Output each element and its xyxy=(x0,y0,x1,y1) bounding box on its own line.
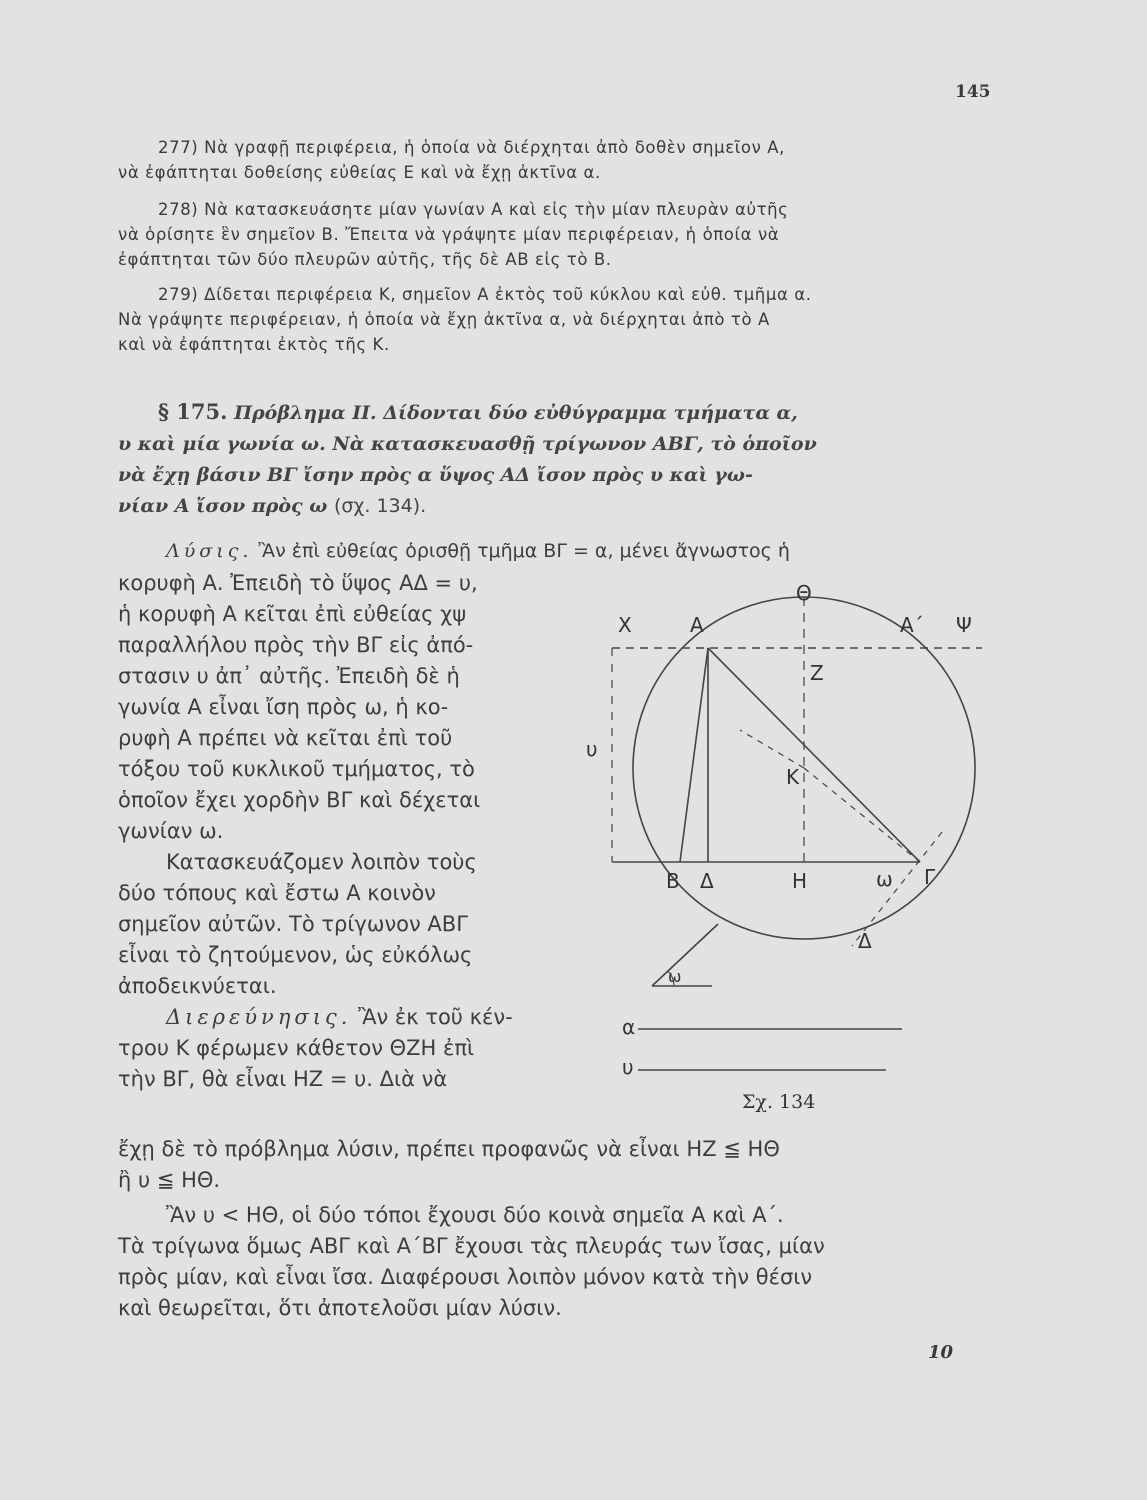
page-number: 145 xyxy=(955,82,991,102)
label-alpha: α xyxy=(622,1015,636,1039)
discussion-line: Ἂν υ < ΗΘ, οἱ δύο τόποι ἔχουσι δύο κοινὰ σημεῖα Α καὶ Α΄. xyxy=(166,1203,784,1227)
solution-line: δύο τόπους καὶ ἔστω Α κοινὸν xyxy=(118,881,436,905)
label-upsilon-seg: υ xyxy=(622,1055,634,1079)
solution-line: ἀποδεικνύεται. xyxy=(118,974,277,998)
figure-reference: (σχ. 134). xyxy=(333,495,427,517)
exercise-line: ἐφάπτηται τῶν δύο πλευρῶν αὐτῆς, τῆς δὲ ΑΒ εἰς τὸ Β. xyxy=(118,250,612,269)
figure-caption: Σχ. 134 xyxy=(742,1091,816,1113)
label-B: Β xyxy=(666,869,680,893)
solution-line: σημεῖον αὐτῶν. Τὸ τρίγωνον ΑΒΓ xyxy=(118,912,468,936)
problem-line: νίαν Α ἴσον πρὸς ω xyxy=(118,495,328,517)
label-Gamma: Γ xyxy=(924,865,936,889)
label-Z: Ζ xyxy=(810,661,824,685)
label-psi: Ψ xyxy=(956,613,972,637)
problem-line: Πρόβλημα ΙΙ. Δίδονται δύο εὐθύγραμμα τμήματα α, xyxy=(234,402,798,424)
solution-line: στασιν υ ἀπ᾽ αὐτῆς. Ἐπειδὴ δὲ ἡ xyxy=(118,664,460,688)
section-number: § 175. xyxy=(158,399,228,424)
label-A: Α xyxy=(690,613,704,637)
exercise-line: 279) Δίδεται περιφέρεια Κ, σημεῖον Α ἐκτὸς τοῦ κύκλου καὶ εὐθ. τμῆμα α. xyxy=(158,285,812,304)
label-Delta2: Δ xyxy=(858,929,872,953)
label-H: Η xyxy=(792,869,808,893)
label-A-prime: Α΄ xyxy=(900,613,924,637)
exercise-278 xyxy=(118,197,988,272)
discussion-line: καὶ θεωρεῖται, ὅτι ἀποτελοῦσι μίαν λύσιν. xyxy=(118,1296,562,1320)
solution-label: Λύσις. xyxy=(166,540,253,562)
label-theta: Θ xyxy=(796,581,812,605)
solution-line: ρυφὴ Α πρέπει νὰ κεῖται ἐπὶ τοῦ xyxy=(118,726,453,750)
label-omega2: ω xyxy=(668,967,682,986)
solution-line: παραλλήλου πρὸς τὴν ΒΓ εἰς ἀπό- xyxy=(118,633,474,657)
discussion-line: ἢ υ ≦ ΗΘ. xyxy=(118,1168,221,1192)
side-AB xyxy=(680,648,708,862)
discussion-body xyxy=(118,1134,988,1324)
exercise-line: νὰ ἐφάπτηται δοθείσης εὐθείας Ε καὶ νὰ ἔχῃ ἀκτῖνα α. xyxy=(118,163,601,182)
problem-statement xyxy=(118,396,988,522)
exercise-line: 277) Νὰ γραφῇ περιφέρεια, ἡ ὁποία νὰ διέρχηται ἀπὸ δοθὲν σημεῖον Α, xyxy=(158,138,785,157)
solution-line: κορυφὴ Α. Ἐπειδὴ τὸ ὕψος ΑΔ = υ, xyxy=(118,571,478,595)
label-K: Κ xyxy=(786,765,800,789)
problem-line: υ καὶ μία γωνία ω. Νὰ κατασκευασθῇ τρίγωνον ΑΒΓ, τὸ ὁποῖον xyxy=(118,433,817,455)
signature-mark: 10 xyxy=(928,1342,954,1363)
label-omega: ω xyxy=(876,867,893,891)
discussion-line: πρὸς μίαν, καὶ εἶναι ἴσα. Διαφέρουσι λοιπὸν μόνον κατὰ τὴν θέσιν xyxy=(118,1265,813,1289)
solution-first-line xyxy=(118,536,988,567)
problem-line: νὰ ἔχῃ βάσιν ΒΓ ἴσην πρὸς α ὕψος ΑΔ ἴσον πρὸς υ καὶ γω- xyxy=(118,464,753,486)
exercise-line: νὰ ὁρίσητε ἓν σημεῖον Β. Ἔπειτα νὰ γράψητε μίαν περιφέρειαν, ἡ ὁποία νὰ xyxy=(118,225,780,244)
figure-134 xyxy=(586,570,1010,1130)
exercise-277 xyxy=(118,135,988,185)
exercise-279 xyxy=(118,282,988,357)
solution-body xyxy=(118,568,588,1095)
discussion-line: τὴν ΒΓ, θὰ εἶναι ΗΖ = υ. Διὰ νὰ xyxy=(118,1067,448,1091)
discussion-label: Διερεύνησις. xyxy=(166,1005,352,1029)
solution-line: τόξου τοῦ κυκλικοῦ τμήματος, τὸ xyxy=(118,757,475,781)
solution-line: Κατασκευάζομεν λοιπὸν τοὺς xyxy=(166,850,477,874)
label-upsilon: υ xyxy=(586,737,598,761)
solution-text: Ἂν ἐπὶ εὐθείας ὁρισθῇ τμῆμα ΒΓ = α, μένει ἄγνωστος ἡ xyxy=(252,540,790,562)
discussion-text: Ἂν ἐκ τοῦ κέν- xyxy=(351,1005,513,1029)
discussion-line: Τὰ τρίγωνα ὅμως ΑΒΓ καὶ Α΄ΒΓ ἔχουσι τὰς πλευράς των ἴσας, μίαν xyxy=(118,1234,825,1258)
angle-omega-side xyxy=(652,924,718,986)
discussion-line: ἔχῃ δὲ τὸ πρόβλημα λύσιν, πρέπει προφανῶς νὰ εἶναι ΗΖ ≦ ΗΘ xyxy=(118,1137,780,1161)
solution-line: ἡ κορυφὴ Α κεῖται ἐπὶ εὐθείας χψ xyxy=(118,602,467,626)
exercise-line: Νὰ γράψητε περιφέρειαν, ἡ ὁποία νὰ ἔχῃ ἀκτῖνα α, νὰ διέρχηται ἀπὸ τὸ Α xyxy=(118,310,770,329)
solution-line: εἶναι τὸ ζητούμενον, ὡς εὐκόλως xyxy=(118,943,473,967)
label-chi: Χ xyxy=(618,613,632,637)
solution-line: γωνίαν ω. xyxy=(118,819,224,843)
exercise-line: καὶ νὰ ἐφάπτηται ἐκτὸς τῆς Κ. xyxy=(118,335,390,354)
label-Delta: Δ xyxy=(700,869,714,893)
discussion-line: τρου Κ φέρωμεν κάθετον ΘΖΗ ἐπὶ xyxy=(118,1036,475,1060)
solution-line: ὁποῖον ἔχει χορδὴν ΒΓ καὶ δέχεται xyxy=(118,788,481,812)
radius xyxy=(804,768,920,862)
exercise-line: 278) Νὰ κατασκευάσητε μίαν γωνίαν Α καὶ εἰς τὴν μίαν πλευρὰν αὐτῆς xyxy=(158,200,789,219)
solution-line: γωνία Α εἶναι ἴση πρὸς ω, ἡ κο- xyxy=(118,695,449,719)
